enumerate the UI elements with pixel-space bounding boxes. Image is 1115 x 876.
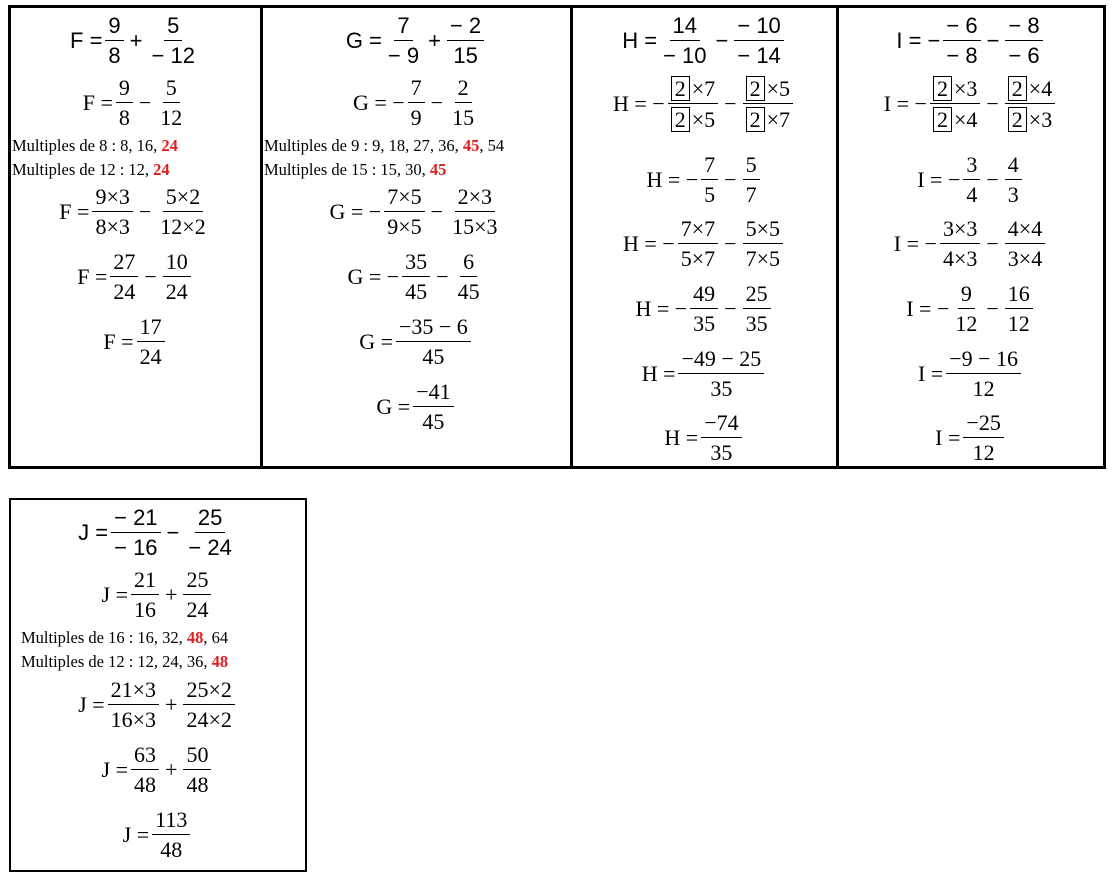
fraction: $\frac{2 \times 3}{2 \times 4}$ — [930, 76, 980, 132]
fraction: $\frac{-41}{45}$ — [413, 380, 453, 434]
cell-f — [8, 5, 263, 469]
fraction: $\frac{14}{- 10}$ — [663, 13, 707, 68]
g-multiples-15: Multiples de 15 : 15, 30, 45 — [264, 160, 447, 179]
boxed-factor: 2 — [746, 76, 765, 101]
fraction: $\frac{2 \times 4}{2 \times 3}$ — [1005, 76, 1055, 132]
h-line-7: H = $\frac{-74}{35}$ — [573, 411, 836, 465]
fraction: $\frac{21}{16}$ — [131, 568, 159, 622]
fraction: $\frac{10}{24}$ — [163, 250, 191, 304]
fraction: $\frac{17}{24}$ — [137, 315, 165, 369]
i-line-4: I = − $\frac{3\times 3}{4\times 3}$ − $\frac{4\times 4}{3\times 4}$ — [839, 217, 1103, 271]
fraction: $\frac{25\times 2}{24\times 2}$ — [183, 678, 234, 732]
g-line-4: G = − $\frac{35}{45}$ − $\frac{6}{45}$ — [263, 250, 570, 304]
g-line-2: G = − $\frac{7}{9}$ − $\frac{2}{15}$ — [263, 76, 570, 130]
g-line-6: G = $\frac{-41}{45}$ — [263, 380, 570, 434]
g-multiples-9: Multiples de 9 : 9, 18, 27, 36, 45, 54 — [264, 136, 505, 155]
fraction: $\frac{-49 - 25}{35}$ — [678, 347, 764, 401]
fraction: $\frac{7}{9}$ — [408, 76, 425, 130]
fraction: $\frac{5}{7}$ — [743, 153, 760, 207]
i-line-7: I = $\frac{-25}{12}$ — [839, 411, 1103, 465]
fraction: $\frac{3\times 3}{4\times 3}$ — [940, 217, 980, 271]
fraction: $\frac{7}{5}$ — [701, 153, 718, 207]
j-line-1: J = $\frac{- 21}{- 16}$ − $\frac{25}{- 24}$ — [11, 506, 305, 560]
f-multiples-12: Multiples de 12 : 12, 24 — [12, 160, 170, 179]
fraction: $\frac{4}{3}$ — [1005, 153, 1022, 207]
fraction: $\frac{50}{48}$ — [183, 743, 211, 797]
g-line-3: G = − $\frac{7\times 5}{9\times 5}$ − $\frac{2\times 3}{15\times 3}$ — [263, 185, 570, 239]
fraction: $\frac{- 8}{- 6}$ — [1005, 14, 1042, 68]
fraction: $\frac{25}{24}$ — [183, 568, 211, 622]
fraction: $\frac{7}{- 9}$ — [387, 13, 420, 68]
fraction: $\frac{7\times 7}{5\times 7}$ — [678, 217, 718, 271]
fraction: $\frac{4\times 4}{3\times 4}$ — [1005, 217, 1045, 271]
j-multiples-12: Multiples de 12 : 12, 24, 36, 48 — [21, 652, 229, 671]
fraction: $\frac{21\times 3}{16\times 3}$ — [108, 678, 159, 732]
boxed-factor: 2 — [746, 107, 765, 132]
fraction: $\frac{27}{24}$ — [110, 250, 138, 304]
f-line-4: F = $\frac{27}{24}$ − $\frac{10}{24}$ — [11, 250, 260, 304]
g-line-5: G = $\frac{-35 - 6}{45}$ — [263, 315, 570, 369]
h-line-1: H = $\frac{14}{- 10}$ − $\frac{- 10}{- 14}$ — [573, 14, 836, 68]
fraction: $\frac{113}{48}$ — [152, 808, 190, 862]
f-line-1: F = $\frac{9}{8}$ + $\frac{5}{- 12}$ — [11, 14, 260, 68]
h-line-4: H = − $\frac{7\times 7}{5\times 7}$ − $\frac{5\times 5}{7\times 5}$ — [573, 217, 836, 271]
fraction: $\frac{5}{- 12}$ — [151, 13, 195, 68]
g-line-1: G = $\frac{7}{- 9}$ + $\frac{- 2}{15}$ — [263, 14, 570, 68]
f-line-2: F = $\frac{9}{8}$ − $\frac{5}{12}$ — [11, 76, 260, 130]
fraction: $\frac{35}{45}$ — [402, 250, 430, 304]
cell-i — [836, 5, 1106, 469]
boxed-factor: 2 — [933, 107, 952, 132]
cell-j — [9, 498, 307, 872]
fraction: $\frac{6}{45}$ — [457, 249, 480, 304]
fraction: $\frac{9}{12}$ — [955, 281, 978, 336]
boxed-factor: 2 — [1008, 107, 1027, 132]
boxed-factor: 2 — [671, 76, 690, 101]
fraction: $\frac{5}{12}$ — [160, 75, 183, 130]
i-line-3: I = − $\frac{3}{4}$ − $\frac{4}{3}$ — [839, 153, 1103, 207]
cell-g — [260, 5, 573, 469]
fraction: $\frac{- 6}{- 8}$ — [943, 14, 980, 68]
fraction: $\frac{16}{12}$ — [1005, 282, 1033, 336]
boxed-factor: 2 — [933, 76, 952, 101]
fraction: $\frac{2\times 3}{15\times 3}$ — [452, 184, 498, 239]
i-line-5: I = − $\frac{9}{12}$ − $\frac{16}{12}$ — [839, 282, 1103, 336]
i-line-1: I = − $\frac{- 6}{- 8}$ − $\frac{- 8}{- 6}$ — [839, 14, 1103, 68]
fraction: $\frac{63}{48}$ — [131, 743, 159, 797]
fraction: $\frac{9}{8}$ — [105, 14, 123, 68]
fraction: $\frac{49}{35}$ — [690, 282, 718, 336]
cell-h — [570, 5, 839, 469]
boxed-factor: 2 — [1008, 76, 1027, 101]
f-line-3: F = $\frac{9\times 3}{8\times 3}$ − $\frac{5\times 2}{12\times 2}$ — [11, 185, 260, 239]
fraction: $\frac{2 \times 5}{2 \times 7}$ — [743, 76, 793, 132]
fraction: $\frac{25}{35}$ — [743, 282, 771, 336]
h-line-5: H = − $\frac{49}{35}$ − $\frac{25}{35}$ — [573, 282, 836, 336]
j-line-2: J = $\frac{21}{16}$ + $\frac{25}{24}$ — [11, 568, 305, 622]
fraction: $\frac{5\times 5}{7\times 5}$ — [743, 217, 783, 271]
fraction: $\frac{-35 - 6}{45}$ — [396, 315, 471, 369]
fraction: $\frac{-9 - 16}{12}$ — [946, 347, 1021, 401]
f-line-5: F = $\frac{17}{24}$ — [11, 315, 260, 369]
j-line-5: J = $\frac{113}{48}$ — [11, 808, 305, 862]
fraction: $\frac{-25}{12}$ — [963, 411, 1003, 465]
j-line-4: J = $\frac{63}{48}$ + $\frac{50}{48}$ — [11, 743, 305, 797]
boxed-factor: 2 — [671, 107, 690, 132]
fraction: $\frac{- 21}{- 16}$ — [111, 506, 160, 560]
fraction: $\frac{9}{8}$ — [116, 76, 133, 130]
i-line-6: I = $\frac{-9 - 16}{12}$ — [839, 347, 1103, 401]
j-line-3: J = $\frac{21\times 3}{16\times 3}$ + $\frac{25\times 2}{24\times 2}$ — [11, 678, 305, 732]
f-multiples-8: Multiples de 8 : 8, 16, 24 — [12, 136, 178, 155]
h-line-2: H = − $\frac{2 \times 7}{2 \times 5}$ − $\frac{2 \times 5}{2 \times 7}$ — [573, 76, 836, 132]
fraction: $\frac{5\times 2}{12\times 2}$ — [160, 184, 206, 239]
h-line-3: H = − $\frac{7}{5}$ − $\frac{5}{7}$ — [573, 153, 836, 207]
fraction: $\frac{- 2}{15}$ — [447, 14, 484, 68]
fraction: $\frac{- 10}{- 14}$ — [734, 14, 783, 68]
h-line-6: H = $\frac{-49 - 25}{35}$ — [573, 347, 836, 401]
fraction: $\frac{3}{4}$ — [963, 153, 980, 207]
fraction: $\frac{2}{15}$ — [452, 75, 475, 130]
j-multiples-16: Multiples de 16 : 16, 32, 48, 64 — [21, 628, 229, 647]
fraction: $\frac{25}{- 24}$ — [188, 505, 232, 560]
fraction: $\frac{-74}{35}$ — [701, 411, 741, 465]
fraction: $\frac{2 \times 7}{2 \times 5}$ — [668, 76, 718, 132]
fraction: $\frac{9\times 3}{8\times 3}$ — [92, 185, 132, 239]
i-line-2: I = − $\frac{2 \times 3}{2 \times 4}$ − $\frac{2 \times 4}{2 \times 3}$ — [839, 76, 1103, 132]
fraction: $\frac{7\times 5}{9\times 5}$ — [384, 185, 424, 239]
